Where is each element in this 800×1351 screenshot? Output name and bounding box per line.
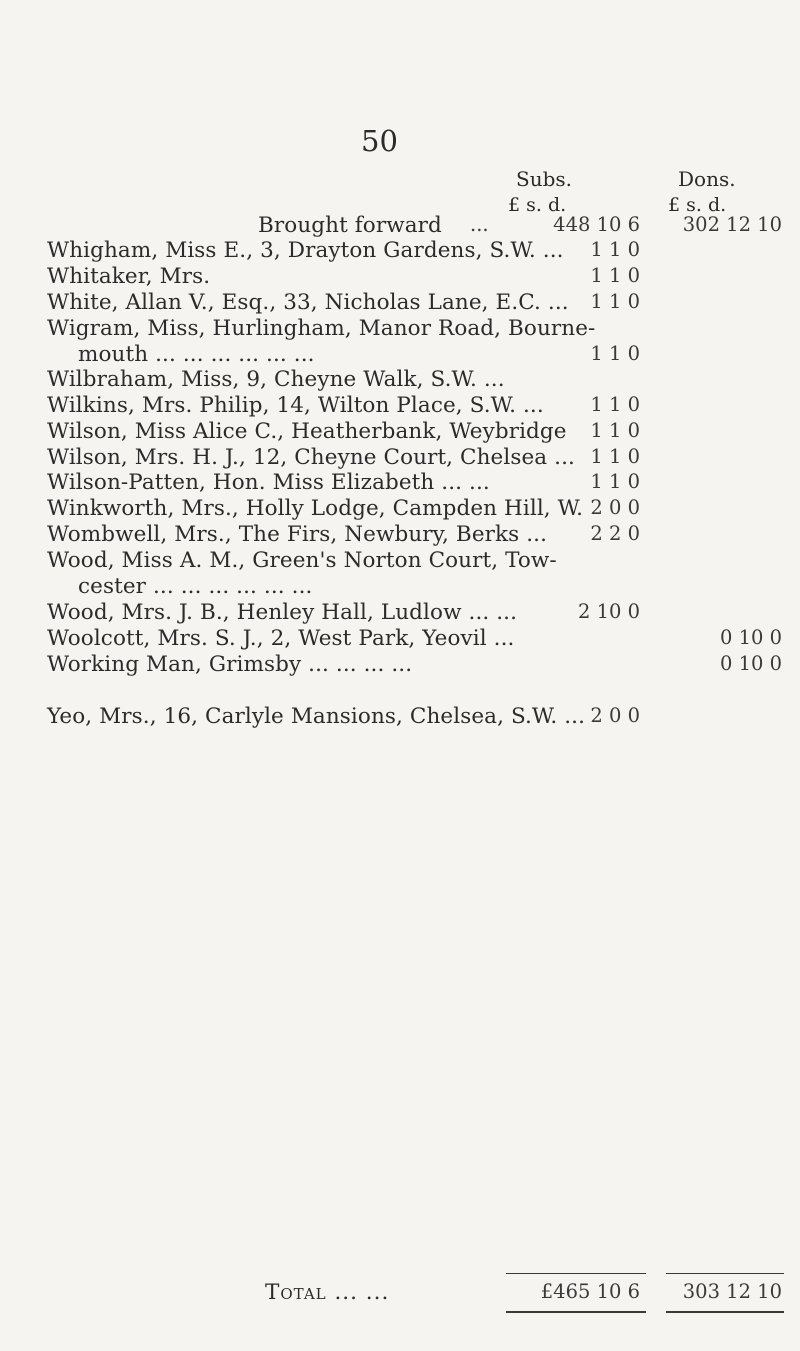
subscription-amount: 1 1 0: [590, 393, 640, 416]
subscriber-name: Whitaker, Mrs.: [47, 264, 211, 289]
subscription-amount: 2 0 0: [590, 496, 640, 519]
subscriber-name: Working Man, Grimsby ... ... ... ...: [47, 652, 413, 677]
subscriber-name: Yeo, Mrs., 16, Carlyle Mansions, Chelsea, S.W. ...: [47, 704, 586, 729]
subscriber-name: Wilson-Patten, Hon. Miss Elizabeth ... ...: [47, 470, 490, 495]
subscription-amount: 2 0 0: [590, 704, 640, 727]
donation-amount: 303 12 10: [682, 1280, 782, 1303]
leader-dots: ...: [470, 213, 489, 236]
dons-total-rule: [666, 1273, 784, 1274]
subs-column-header: Subs.: [516, 167, 573, 191]
subscriber-name: Woolcott, Mrs. S. J., 2, West Park, Yeovil ...: [47, 626, 515, 651]
total-label: Total ... ...: [265, 1280, 390, 1305]
subscriber-name: cester ... ... ... ... ... ...: [78, 574, 313, 599]
subscriber-name: mouth ... ... ... ... ... ...: [78, 342, 315, 367]
donation-amount: 0 10 0: [719, 652, 782, 675]
subscription-amount: 1 1 0: [590, 264, 640, 287]
subscription-amount: 2 2 0: [590, 522, 640, 545]
subs-units: £ s. d.: [508, 194, 567, 216]
subscription-amount: 2 10 0: [577, 600, 640, 623]
subscription-amount: 1 1 0: [590, 290, 640, 313]
subscriber-name: Wood, Mrs. J. B., Henley Hall, Ludlow ... ...: [47, 600, 518, 625]
subscriber-name: Wilson, Miss Alice C., Heatherbank, Weybridge: [47, 419, 567, 444]
subscription-amount: 1 1 0: [590, 238, 640, 261]
subscriber-name: Wilson, Mrs. H. J., 12, Cheyne Court, Chelsea ...: [47, 445, 575, 470]
subscriber-name: Wilbraham, Miss, 9, Cheyne Walk, S.W. ...: [47, 367, 505, 392]
subs-total-rule: [506, 1273, 646, 1274]
dons-units: £ s. d.: [668, 194, 727, 216]
subscriber-name: Wilkins, Mrs. Philip, 14, Wilton Place, S.W. ...: [47, 393, 544, 418]
subscription-amount: 1 1 0: [590, 419, 640, 442]
donation-amount: 0 10 0: [719, 626, 782, 649]
subscription-amount: 448 10 6: [553, 213, 640, 236]
dons-column-header: Dons.: [678, 167, 736, 191]
subscription-amount: £465 10 6: [540, 1280, 640, 1303]
ledger-row: [0, 704, 800, 734]
subscriber-name: White, Allan V., Esq., 33, Nicholas Lane, E.C. ...: [47, 290, 569, 315]
donation-amount: 302 12 10: [682, 213, 782, 236]
subscriber-name: Winkworth, Mrs., Holly Lodge, Campden Hill, W.: [47, 496, 584, 521]
subscriber-name: Wombwell, Mrs., The Firs, Newbury, Berks ...: [47, 522, 548, 547]
subscription-amount: 1 1 0: [590, 470, 640, 493]
subscriber-name: Whigham, Miss E., 3, Drayton Gardens, S.W. ...: [47, 238, 564, 263]
subs-total-underline: [506, 1311, 646, 1313]
ledger-row: [0, 652, 800, 682]
dons-total-underline: [666, 1311, 784, 1313]
subscription-amount: 1 1 0: [590, 445, 640, 468]
subscriber-name: Wood, Miss A. M., Green's Norton Court, Tow-: [47, 548, 557, 573]
subscriber-name: Brought forward: [258, 213, 442, 238]
subscriber-name: Wigram, Miss, Hurlingham, Manor Road, Bourne-: [47, 316, 596, 341]
ledger-row: [0, 1280, 800, 1310]
subscription-amount: 1 1 0: [590, 342, 640, 365]
page-number: 50: [361, 124, 398, 158]
